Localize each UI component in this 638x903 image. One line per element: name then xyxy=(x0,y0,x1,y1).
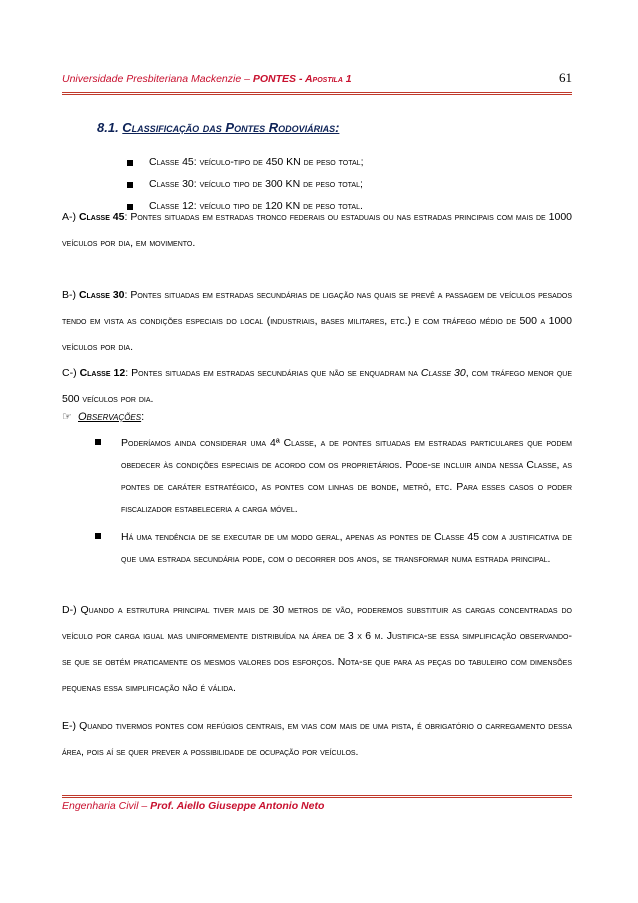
bullet-square-icon xyxy=(127,160,133,166)
header-title: PONTES - Apostila 1 xyxy=(252,73,352,85)
footer-author: Prof. Aiello Giuseppe Antonio Neto xyxy=(150,800,325,812)
bullet-square-icon xyxy=(95,439,101,445)
list-item: Classe 30: veículo tipo de 300 KN de peso total; xyxy=(127,178,363,200)
header-institution: Universidade Presbiteriana Mackenzie – xyxy=(62,73,253,85)
page-footer xyxy=(62,800,324,812)
bullet-square-icon xyxy=(127,182,133,188)
footer-rule xyxy=(62,795,572,798)
observation-item: Há uma tendência de se executar de um modo geral, apenas as pontes de Classe 45 com a justificativa de que uma estrada secundária pode, com o decorrer dos anos, se transformar numa estrada principal. xyxy=(95,526,572,570)
section-title: Classificação das Pontes Rodoviárias: xyxy=(122,120,340,135)
observations-heading: ☞ Observações: xyxy=(62,411,145,423)
header-rule xyxy=(62,92,572,95)
section-number: 8.1. xyxy=(97,120,123,135)
page-header xyxy=(62,70,572,91)
bullet-square-icon xyxy=(95,533,101,539)
list-item: Classe 12: veículo tipo de 120 KN de peso total. xyxy=(127,200,363,222)
paragraph-class-12: C-) Classe 12: Pontes situadas em estradas secundárias que não se enquadram na Classe 30, com tráfego menor que 500 veículos por dia. xyxy=(62,367,572,405)
paragraph-distributed-load: D-) Quando a estrutura principal tiver mais de 30 metros de vão, poderemos substituir as cargas concentradas do veículo por carga igual mas uniformemente distribuída na área de 3 x 6 m. Justifica-se essa simplificação observando-se que se obtém praticamente os mesmos valores dos esforços. Nota-se que para as peças do tabuleiro com dimensões pequenas essa simplificação não é válida. xyxy=(62,604,572,694)
paragraph-class-45: A-) Classe 45: Pontes situadas em estradas tronco federais ou estaduais ou nas estradas principais com mais de 1000 veículos por dia, em movimento. xyxy=(62,211,572,249)
page-number: 61 xyxy=(559,70,572,85)
observation-item: Poderíamos ainda considerar uma 4ª Classe, a de pontes situadas em estradas particulares que podem obedecer às condições especiais de acordo com os proprietários. Pode-se incluir ainda nessa Classe, as pontes de caráter estratégico, as pontes com linhas de bonde, metrô, etc. Para esses casos o poder fiscalizador estabeleceria a carga móvel. xyxy=(95,432,572,520)
pointing-hand-icon: ☞ xyxy=(62,411,72,423)
paragraph-central-refuges: E-) Quando tivermos pontes com refúgios centrais, em vias com mais de uma pista, é obrigatório o carregamento dessa área, pois aí se quer prever a possibilidade de ocupação por veículos. xyxy=(62,720,572,758)
paragraph-class-30: B-) Classe 30: Pontes situadas em estradas secundárias de ligação nas quais se prevê a passagem de veículos pesados tendo em vista as condições especiais do local (industriais, bases militares, etc.) e com tráfego médio de 500 a 1000 veículos por dia. xyxy=(62,289,572,353)
footer-course: Engenharia Civil – xyxy=(62,800,151,812)
section-heading xyxy=(97,120,339,135)
list-item: Classe 45: veículo-tipo de 450 KN de peso total; xyxy=(127,156,363,178)
